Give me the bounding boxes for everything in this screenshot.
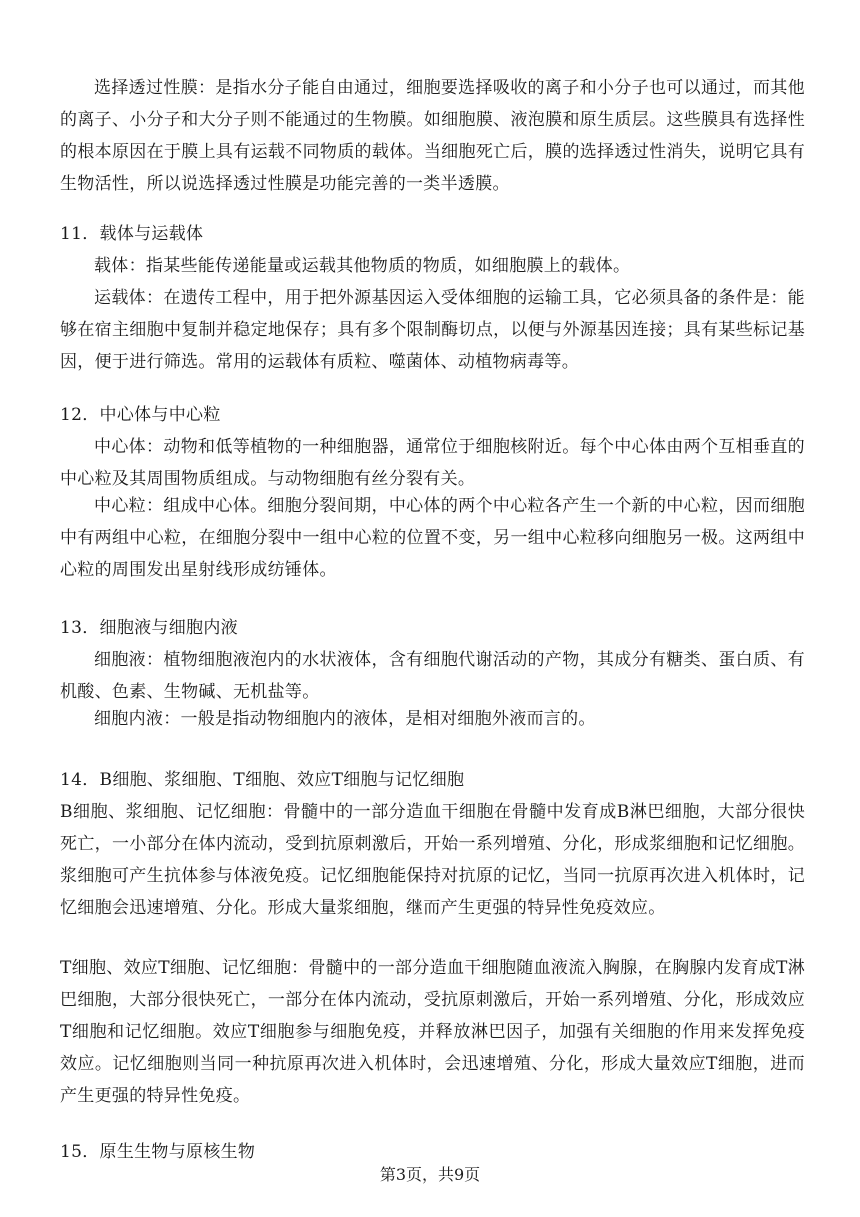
paragraph-cell-sap: 细胞液：植物细胞液泡内的水状液体，含有细胞代谢活动的产物，其成分有糖类、蛋白质、有机酸、色素、生物碱、无机盐等。	[60, 650, 805, 702]
paragraph-intracellular-fluid: 细胞内液：一般是指动物细胞内的液体，是相对细胞外液而言的。	[94, 709, 596, 729]
paragraph-t-cells: T细胞、效应T细胞、记忆细胞：骨髓中的一部分造血干细胞随血液流入胸腺，在胸腺内发育成T淋巴细胞，大部分很快死亡，一部分在体内流动，受抗原刺激后，开始一系列增殖、分化，形成效应T细胞和记忆细胞。效应T细胞参与细胞免疫，并释放淋巴因子，加强有关细胞的作用来发挥免疫效应。记忆细胞则当同一种抗原再次进入机体时，会迅速增殖、分化，形成大量效应T细胞，进而产生更强的特异性免疫。	[60, 958, 805, 1106]
heading-11-carrier-vector: 11．载体与运载体	[60, 224, 204, 244]
heading-15-protists-prokaryotes: 15．原生生物与原核生物	[60, 1142, 256, 1162]
paragraph-centrosome: 中心体：动物和低等植物的一种细胞器，通常位于细胞核附近。每个中心体由两个互相垂直的中心粒及其周围物质组成。与动物细胞有丝分裂有关。	[60, 437, 805, 489]
paragraph-vector: 运载体：在遗传工程中，用于把外源基因运入受体细胞的运输工具，它必须具备的条件是：能够在宿主细胞中复制并稳定地保存；具有多个限制酶切点，以便与外源基因连接；具有某些标记基因，便于进行筛选。常用的运载体有质粒、噬菌体、动植物病毒等。	[60, 288, 805, 372]
paragraph-selective-membrane: 选择透过性膜：是指水分子能自由通过，细胞要选择吸收的离子和小分子也可以通过，而其他的离子、小分子和大分子则不能通过的生物膜。如细胞膜、液泡膜和原生质层。这些膜具有选择性的根本原因在于膜上具有运载不同物质的载体。当细胞死亡后，膜的选择透过性消失，说明它具有生物活性，所以说选择透过性膜是功能完善的一类半透膜。	[60, 78, 805, 194]
page-number-footer: 第3页，共9页	[379, 1165, 481, 1184]
heading-14-immune-cells: 14．B细胞、浆细胞、T细胞、效应T细胞与记忆细胞	[60, 770, 465, 790]
paragraph-b-cells: B细胞、浆细胞、记忆细胞：骨髓中的一部分造血干细胞在骨髓中发育成B淋巴细胞，大部分很快死亡，一小部分在体内流动，受到抗原刺激后，开始一系列增殖、分化，形成浆细胞和记忆细胞。浆细胞可产生抗体参与体液免疫。记忆细胞能保持对抗原的记忆，当同一抗原再次进入机体时，记忆细胞会迅速增殖、分化。形成大量浆细胞，继而产生更强的特异性免疫效应。	[60, 802, 805, 918]
heading-13-cell-sap-intracellular-fluid: 13．细胞液与细胞内液	[60, 618, 238, 638]
heading-12-centrosome-centriole: 12．中心体与中心粒	[60, 405, 221, 425]
paragraph-centriole: 中心粒：组成中心体。细胞分裂间期，中心体的两个中心粒各产生一个新的中心粒，因而细胞中有两组中心粒，在细胞分裂中一组中心粒的位置不变，另一组中心粒移向细胞另一极。这两组中心粒的周围发出星射线形成纺锤体。	[60, 496, 805, 580]
paragraph-carrier: 载体：指某些能传递能量或运载其他物质的物质，如细胞膜上的载体。	[94, 256, 631, 276]
